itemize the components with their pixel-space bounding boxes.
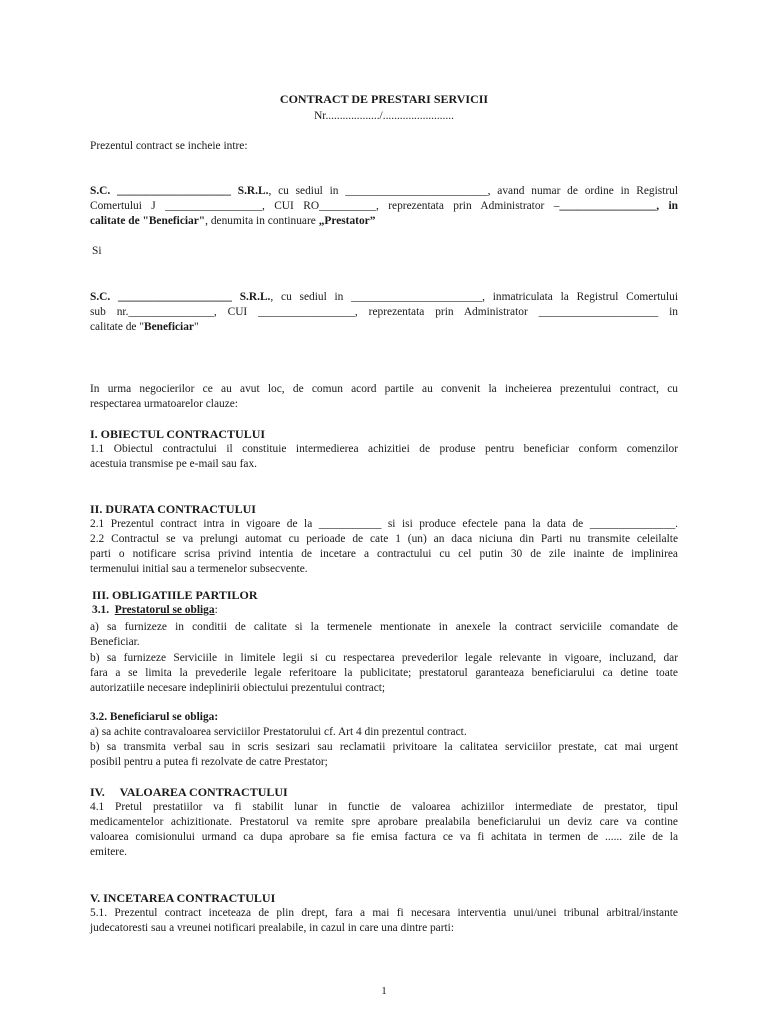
preamble-line1: In urma negocierilor ce au avut loc, de comun acord partile au convenit la incheierea prezentului contract, cu — [90, 383, 678, 395]
section4-heading: IV. VALOAREA CONTRACTULUI — [90, 785, 288, 799]
party1-registry: Comertului J _________________, CUI RO__________, reprezentata prin Administrator – — [90, 200, 560, 212]
party1-line2 — [90, 199, 678, 214]
section5-heading: V. INCETAREA CONTRACTULUI — [90, 891, 276, 905]
contract-number-line: Nr.................../......................... — [314, 110, 454, 122]
section5-line1: 5.1. Prezentul contract inceteaza de plin drept, fara a mai fi necesara interventia unui/unei tribunal arbitral/instante — [90, 907, 678, 919]
section5-line2: judecatoresti sau a vreunei notificari prealabile, in cazul in care una dintre parti: — [90, 922, 455, 934]
party2-address: , cu sediul in _______________________, inmatriculata la Registrul Comertului — [270, 291, 679, 303]
party2-role: Beneficiar — [143, 321, 194, 333]
intro-text: Prezentul contract se incheie intre: — [90, 140, 248, 152]
section3-sub1 — [92, 603, 218, 618]
sub1-title: Prestatorul se obliga — [114, 604, 215, 616]
obligation-b-line2: fara a se limita la prevederile legale referitoare la publicitate; prestatorul garanteaza beneficiarului ca detine toate — [90, 667, 678, 679]
obligation-b-line3: autorizatiile necesare indeplinirii obiectului prezentului contract; — [90, 682, 386, 694]
beneficiary-a: a) sa achite contravaloarea serviciilor Prestatorului cf. Art 4 din prezentul contract. — [90, 726, 467, 738]
party2-line1 — [90, 290, 678, 305]
section3-heading: III. OBLIGATIILE PARTILOR — [92, 588, 258, 602]
section2-line4: termenului initial sau a termenelor subsecvente. — [90, 563, 308, 575]
beneficiary-b-line1: b) sa transmita verbal sau in scris sesizari sau reclamatii privitoare la calitatea serviciilor prestate, cat mai urgent — [90, 741, 678, 753]
party2-company: S.C. ____________________ S.R.L. — [90, 291, 271, 303]
obligation-a-line1: a) sa furnizeze in conditii de calitate si la termenele mentionate in anexele la contract serviciile comandate de — [90, 621, 678, 633]
section4-line4: emitere. — [90, 846, 127, 858]
section2-heading: II. DURATA CONTRACTULUI — [90, 502, 256, 516]
party1-company: S.C. ____________________ S.R.L. — [90, 185, 269, 197]
section4-line1: 4.1 Pretul prestatiilor va fi stabilit lunar in functie de valoarea achiziilor intermediate de prestator, tipul — [90, 801, 678, 813]
obligation-a-line2: Beneficiar. — [90, 636, 140, 648]
party1-line1 — [90, 184, 678, 199]
party1-line3 — [90, 214, 375, 229]
party2-role-prefix: calitate de " — [90, 321, 144, 333]
section1-line1: 1.1 Obiectul contractului il constituie intermedierea achizitiei de produse pentru beneficiar conform comenzilor — [90, 443, 678, 455]
section1-line2: acestuia transmise pe e-mail sau fax. — [90, 458, 257, 470]
preamble-line2: respectarea urmatoarelor clauze: — [90, 398, 238, 410]
document-title: CONTRACT DE PRESTARI SERVICII — [279, 92, 489, 106]
party1-designation-text: , denumita in continuare — [205, 215, 319, 227]
sub1-number: 3.1. — [92, 604, 110, 616]
obligation-b-line1: b) sa furnizeze Serviciile in limitele legii si cu respectarea prevederilor legale relevante in vigoare, incluzand, dar — [90, 652, 678, 664]
party2-line3 — [90, 320, 199, 335]
document-page — [90, 0, 678, 1024]
section2-line2: 2.2 Contractul se va prelungi automat cu perioade de cate 1 (un) an daca niciuna din Parti nu transmite celeilalte — [90, 533, 678, 545]
party1-role: calitate de "Beneficiar" — [90, 215, 206, 227]
page-number: 1 — [381, 985, 387, 997]
section2-line1: 2.1 Prezentul contract intra in vigoare de la ___________ si isi produce efectele pana la data de _______________. — [90, 518, 678, 530]
party1-designation: „Prestator” — [318, 215, 376, 227]
section4-line3: valoarea comisionului urmand ca dupa aprobare sa fie emisa factura ce va fi achitata in termen de ...... zile de la — [90, 831, 678, 843]
sub1-colon: : — [214, 604, 218, 616]
section3-sub2: 3.2. Beneficiarul se obliga: — [90, 711, 219, 723]
party1-address: , cu sediul in _________________________, avand numar de ordine in Registrul — [268, 185, 678, 197]
party1-administrator: _________________, in — [559, 200, 678, 212]
and-word: Si — [92, 245, 102, 257]
section4-line2: medicamentelor achizitionate. Prestatorul va remite spre aprobare prealabila beneficiarului un deviz care va contine — [90, 816, 678, 828]
beneficiary-b-line2: posibil pentru a putea fi rezolvate de catre Prestator; — [90, 756, 328, 768]
section1-heading: I. OBIECTUL CONTRACTULUI — [90, 427, 266, 441]
party2-role-suffix: " — [193, 321, 199, 333]
party2-line2: sub nr._______________, CUI _________________, reprezentata prin Administrator _____________________ in — [90, 306, 678, 318]
section2-line3: parti o notificare scrisa privind intentia de incetare a contractului cu cel putin 30 de zile inainte de implinirea — [90, 548, 678, 560]
